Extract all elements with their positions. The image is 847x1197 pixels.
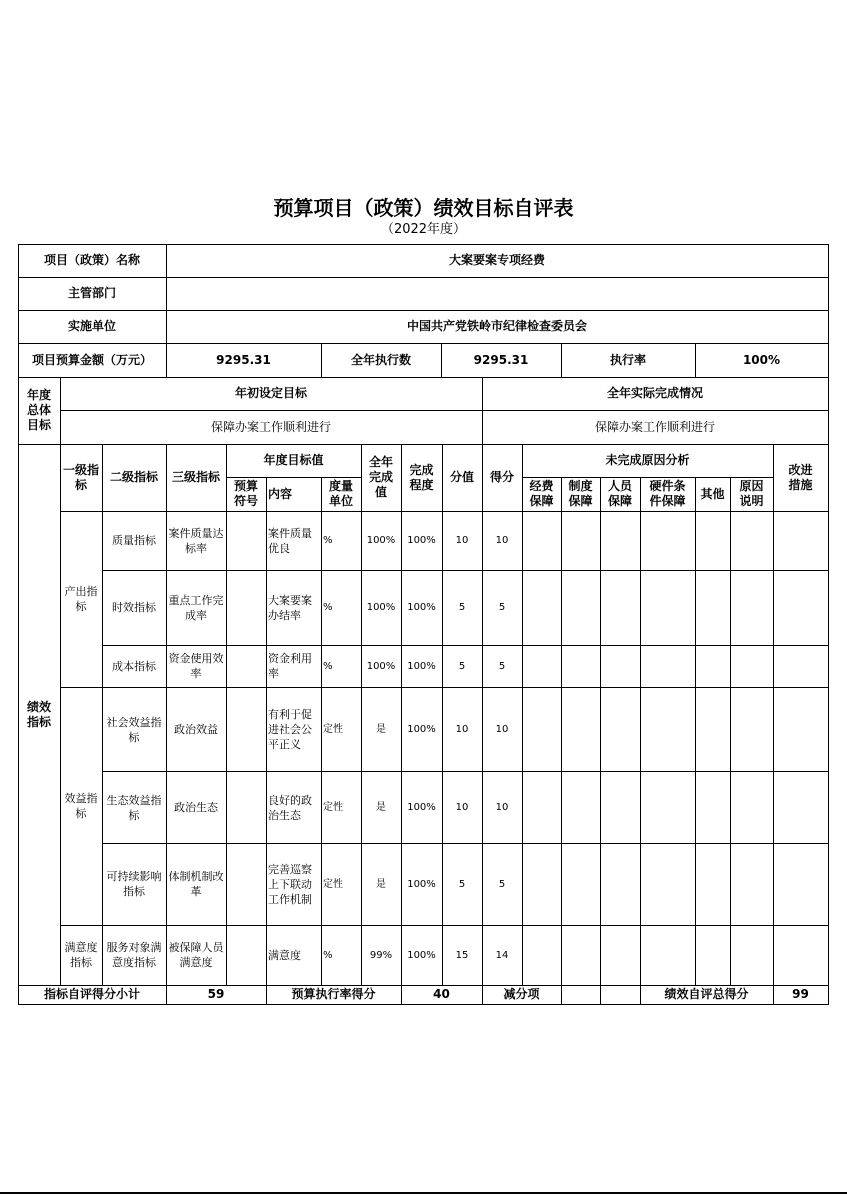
indicator-degree-cell: 100% [407, 878, 436, 890]
indicator-actual-cell: 是 [376, 724, 386, 735]
grid-line [102, 645, 829, 646]
grid-line [266, 477, 267, 986]
grid-line [60, 511, 829, 512]
indicator-l2-cell: 社会效益指标 [106, 715, 162, 744]
indicator-got-cell: 10 [495, 724, 509, 735]
header-reason-system: 制度保障 [568, 479, 593, 508]
header-level2: 二级指标 [109, 470, 158, 484]
exec-score-label: 预算执行率得分 [291, 987, 376, 1001]
grid-line [321, 343, 322, 378]
indicator-score-cell: 5 [458, 878, 466, 890]
indicator-unit-cell: % [323, 602, 333, 613]
indicator-sym-cell [226, 645, 266, 687]
indicator-got-cell: 14 [495, 949, 509, 961]
group-satisfaction: 满意度指标 [64, 941, 98, 969]
grid-line [226, 444, 227, 986]
group-benefit: 效益指标 [64, 792, 98, 820]
indicator-got-cell: 5 [498, 602, 506, 613]
indicator-content-cell: 大案要案办结率 [268, 593, 312, 622]
grid-line [18, 985, 829, 986]
indicator-degree-cell: 100% [407, 660, 436, 672]
grid-line [828, 244, 829, 1005]
grid-line [102, 843, 829, 844]
project-name-label: 项目（政策）名称 [43, 253, 140, 267]
subtotal-value: 59 [207, 987, 225, 1001]
grid-line [361, 444, 362, 986]
exec-score-value: 40 [433, 987, 450, 1001]
grid-line [561, 985, 562, 1005]
grid-line [60, 925, 829, 926]
grid-line [226, 477, 362, 478]
indicator-degree-cell: 100% [407, 802, 436, 813]
indicator-content-cell: 满意度 [268, 948, 301, 962]
unit-label: 实施单位 [67, 319, 116, 333]
header-unit: 度量单位 [328, 479, 353, 508]
indicator-content-cell: 案件质量优良 [268, 526, 312, 555]
indicator-content-cell: 资金利用率 [268, 652, 312, 680]
planned-goal-header: 年初设定目标 [234, 386, 307, 400]
grid-line [522, 477, 774, 478]
indicator-unit-cell: % [323, 535, 333, 546]
grid-line [60, 377, 61, 986]
rate-value: 100% [742, 352, 781, 367]
indicator-score-cell: 10 [455, 535, 469, 546]
indicator-l3-cell: 案件质量达标率 [168, 526, 224, 555]
indicator-actual-cell: 是 [376, 878, 386, 890]
dept-label: 主管部门 [67, 286, 116, 300]
indicator-got-cell: 5 [498, 660, 506, 672]
indicator-degree-cell: 100% [407, 535, 436, 546]
header-reason-other: 其他 [700, 486, 725, 501]
indicator-l2-cell: 成本指标 [112, 659, 156, 673]
budget-value: 9295.31 [216, 352, 271, 367]
actual-goal-header: 全年实际完成情况 [606, 386, 703, 400]
annual-goal-label: 年度总体目标 [26, 388, 51, 432]
indicator-l3-cell: 资金使用效率 [168, 652, 224, 680]
page-title: 预算项目（政策）绩效目标自评表 [273, 196, 574, 220]
indicator-content-cell: 良好的政治生态 [268, 793, 312, 822]
deduct-value [561, 985, 600, 1004]
unit-value: 中国共产党铁岭市纪律检查委员会 [406, 319, 587, 333]
grid-line [18, 1004, 829, 1005]
grid-line [773, 444, 774, 986]
total-value: 99 [792, 987, 809, 1001]
grid-line [561, 477, 562, 986]
header-degree: 完成程度 [409, 462, 434, 492]
grid-line [266, 985, 267, 1005]
group-output: 产出指标 [64, 585, 98, 613]
grid-line [102, 444, 103, 986]
indicator-sym-cell [226, 925, 266, 985]
indicator-sym-cell [226, 511, 266, 570]
project-name-value: 大案要案专项经费 [448, 253, 545, 267]
header-target: 年度目标值 [263, 453, 324, 467]
indicator-l2-cell: 质量指标 [112, 534, 156, 547]
grid-line [321, 477, 322, 986]
grid-line [18, 377, 829, 378]
grid-line [166, 244, 167, 378]
indicator-actual-cell: 100% [366, 660, 396, 672]
header-reason-hardware: 硬件条件保障 [649, 479, 686, 508]
indicator-score-cell: 10 [455, 724, 469, 735]
grid-line [18, 244, 829, 245]
header-level3: 三级指标 [171, 470, 220, 484]
indicator-actual-cell: 100% [366, 535, 396, 546]
page-bottom-rule [0, 1192, 847, 1194]
indicator-actual-cell: 99% [369, 949, 393, 961]
grid-line [695, 477, 696, 986]
indicator-got-cell: 10 [495, 535, 509, 546]
grid-line [401, 444, 402, 986]
indicator-got-cell: 5 [498, 878, 506, 890]
indicator-actual-cell: 100% [366, 602, 396, 613]
indicator-content-cell: 有利于促进社会公平正义 [268, 708, 312, 751]
indicator-l3-cell: 体制机制改革 [168, 870, 224, 898]
grid-line [102, 771, 829, 772]
grid-line [18, 277, 829, 278]
actual-goal: 保障办案工作顺利进行 [594, 419, 715, 434]
indicator-l3-cell: 政治生态 [174, 801, 218, 814]
indicator-degree-cell: 100% [407, 724, 436, 735]
grid-line [640, 985, 641, 1005]
indicator-actual-cell: 是 [376, 802, 386, 813]
header-content: 内容 [268, 486, 293, 501]
header-reason-note: 原因说明 [739, 479, 764, 508]
grid-line [773, 985, 774, 1005]
header-reasons: 未完成原因分析 [605, 453, 690, 467]
page-subtitle-year: （2022年度） [380, 222, 467, 237]
total-label: 绩效自评总得分 [664, 987, 749, 1001]
header-symbol: 预算符号 [233, 479, 258, 508]
indicator-unit-cell: % [323, 660, 333, 672]
grid-line [60, 687, 829, 688]
indicator-l2-cell: 服务对象满意度指标 [106, 941, 162, 969]
grid-line [18, 343, 829, 344]
indicator-unit-cell: 定性 [323, 878, 343, 890]
indicators-section-label: 绩效指标 [26, 699, 51, 729]
subtotal-label: 指标自评得分小计 [43, 987, 140, 1001]
deduct-label: 减分项 [503, 987, 540, 1001]
indicator-degree-cell: 100% [407, 949, 436, 961]
indicator-got-cell: 10 [495, 802, 509, 813]
grid-line [482, 377, 483, 1005]
indicator-score-cell: 10 [455, 802, 469, 813]
header-level1: 一级指标 [63, 462, 100, 492]
header-got: 得分 [489, 470, 514, 484]
dept-value [166, 277, 828, 310]
grid-line [730, 477, 731, 986]
planned-goal: 保障办案工作顺利进行 [210, 419, 331, 434]
header-score: 分值 [449, 470, 474, 484]
grid-line [166, 985, 167, 1005]
grid-line [401, 985, 402, 1005]
indicator-sym-cell [226, 843, 266, 925]
rate-label: 执行率 [609, 352, 646, 367]
grid-line [561, 343, 562, 378]
indicator-unit-cell: 定性 [323, 724, 343, 735]
indicator-l2-cell: 生态效益指标 [106, 793, 162, 822]
indicator-l3-cell: 被保障人员满意度 [168, 941, 224, 969]
indicator-sym-cell [226, 687, 266, 772]
indicator-score-cell: 5 [458, 660, 466, 672]
header-reason-funding: 经费保障 [529, 479, 554, 508]
header-reason-staff: 人员保障 [607, 479, 632, 508]
indicator-l2-cell: 可持续影响指标 [106, 870, 162, 898]
exec-value: 9295.31 [473, 352, 529, 367]
grid-line [600, 985, 601, 1005]
grid-line [18, 244, 19, 1005]
indicator-sym-cell [226, 772, 266, 843]
grid-line [600, 477, 601, 986]
grid-line [18, 444, 829, 445]
indicator-unit-cell: 定性 [323, 802, 343, 813]
grid-line [166, 444, 167, 986]
exec-label: 全年执行数 [350, 352, 411, 367]
indicator-content-cell: 完善巡察上下联动工作机制 [268, 862, 312, 906]
grid-line [18, 310, 829, 311]
header-improve: 改进措施 [788, 462, 813, 492]
indicator-score-cell: 15 [455, 949, 469, 961]
grid-line [640, 477, 641, 986]
grid-line [441, 343, 442, 378]
indicator-l2-cell: 时效指标 [112, 601, 156, 614]
grid-line [102, 570, 829, 571]
grid-line [522, 444, 523, 986]
grid-line [695, 343, 696, 378]
indicator-score-cell: 5 [458, 602, 466, 613]
indicator-degree-cell: 100% [407, 602, 436, 613]
indicator-l3-cell: 政治效益 [174, 723, 218, 736]
grid-line [60, 410, 829, 411]
indicator-sym-cell [226, 570, 266, 645]
indicator-l3-cell: 重点工作完成率 [168, 593, 224, 622]
indicator-unit-cell: % [323, 949, 333, 961]
grid-line [442, 444, 443, 986]
budget-label: 项目预算金额（万元） [31, 352, 152, 367]
header-actual: 全年完成值 [368, 455, 393, 499]
